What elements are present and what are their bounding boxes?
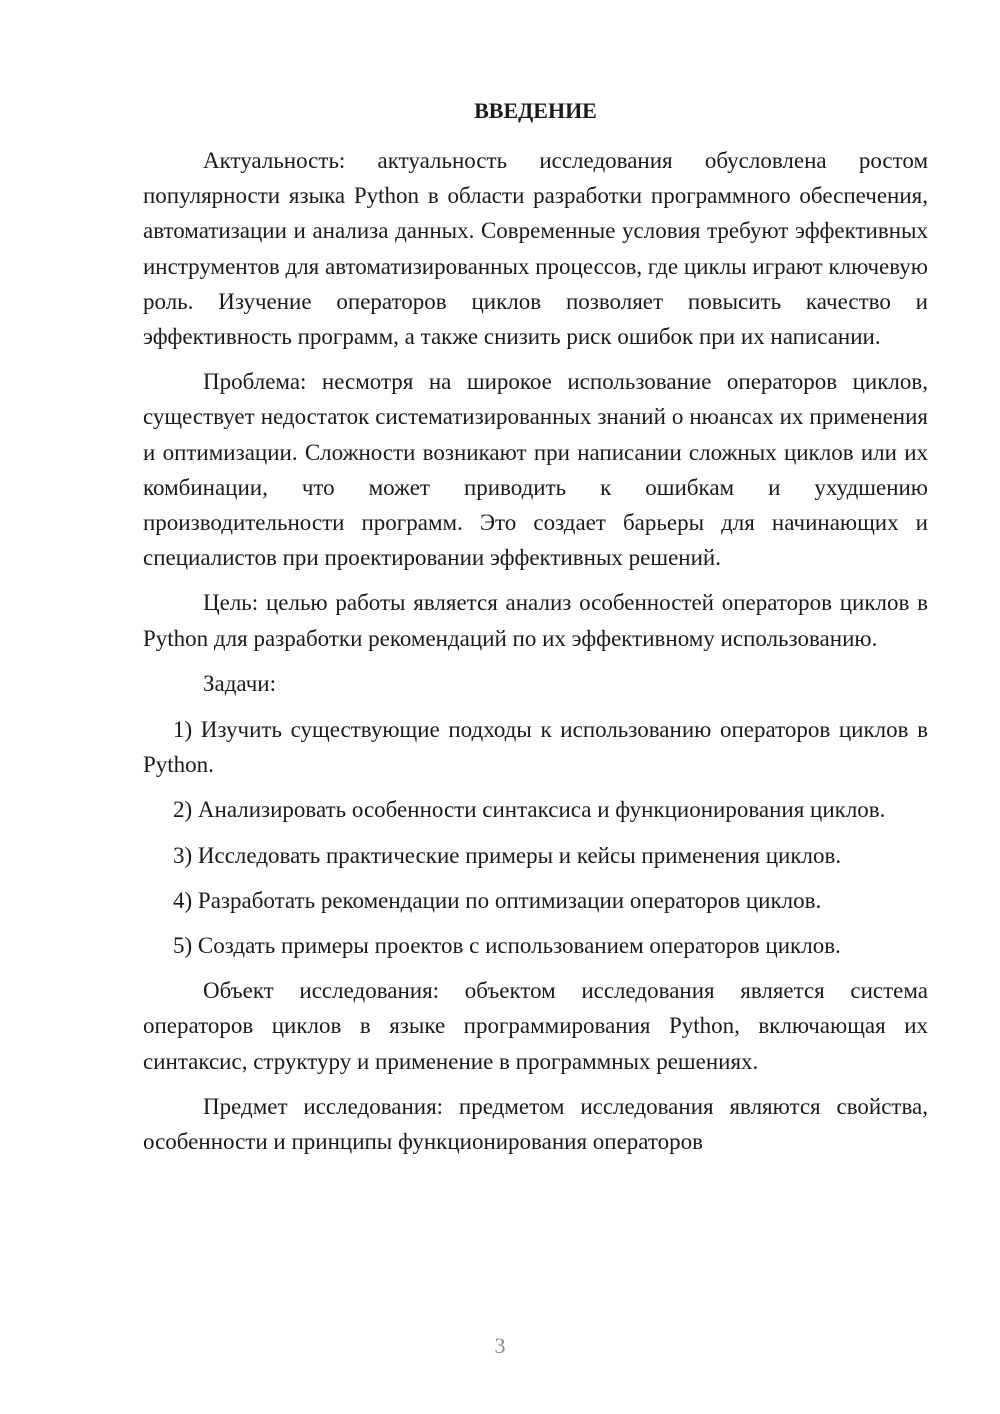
document-body	[143, 95, 928, 1169]
paragraph-goal: Цель: целью работы является анализ особенностей операторов циклов в Python для разработки рекомендаций по их эффективному использованию.	[143, 590, 928, 651]
page-number: 3	[494, 1333, 506, 1358]
section-heading: ВВЕДЕНИЕ	[474, 98, 597, 123]
tasks-label: Задачи:	[203, 670, 276, 696]
paragraph-relevance: Актуальность: актуальность исследования обусловлена ростом популярности языка Python в области разработки программного обеспечения, автоматизации и анализа данных. Современные условия требуют эффективных инструментов для автоматизированных процессов, где циклы играют ключевую роль. Изучение операторов циклов позволяет повысить качество и эффективность программ, а также снизить риск ошибок при их написании.	[143, 148, 928, 350]
task-item: 5) Создать примеры проектов с использованием операторов циклов.	[173, 933, 841, 959]
task-item: 3) Исследовать практические примеры и кейсы применения циклов.	[173, 842, 842, 868]
paragraph-problem: Проблема: несмотря на широкое использование операторов циклов, существует недостаток систематизированных знаний о нюансах их применения и оптимизации. Сложности возникают при написании сложных циклов или их комбинации, что может приводить к ошибкам и ухудшению производительности программ. Это создает барьеры для начинающих и специалистов при проектировании эффективных решений.	[143, 369, 928, 571]
paragraph-subject: Предмет исследования: предметом исследования являются свойства, особенности и принципы функционирования операторов	[143, 1093, 928, 1155]
paragraph-object: Объект исследования: объектом исследования является система операторов циклов в языке программирования Python, включающая их синтаксис, структуру и применение в программных решениях.	[143, 978, 928, 1074]
tasks-list	[143, 712, 928, 963]
task-item: 1) Изучить существующие подходы к использованию операторов циклов в Python.	[143, 717, 928, 778]
task-item: 2) Анализировать особенности синтаксиса и функционирования циклов.	[173, 797, 886, 823]
task-item: 4) Разработать рекомендации по оптимизации операторов циклов.	[173, 887, 822, 913]
